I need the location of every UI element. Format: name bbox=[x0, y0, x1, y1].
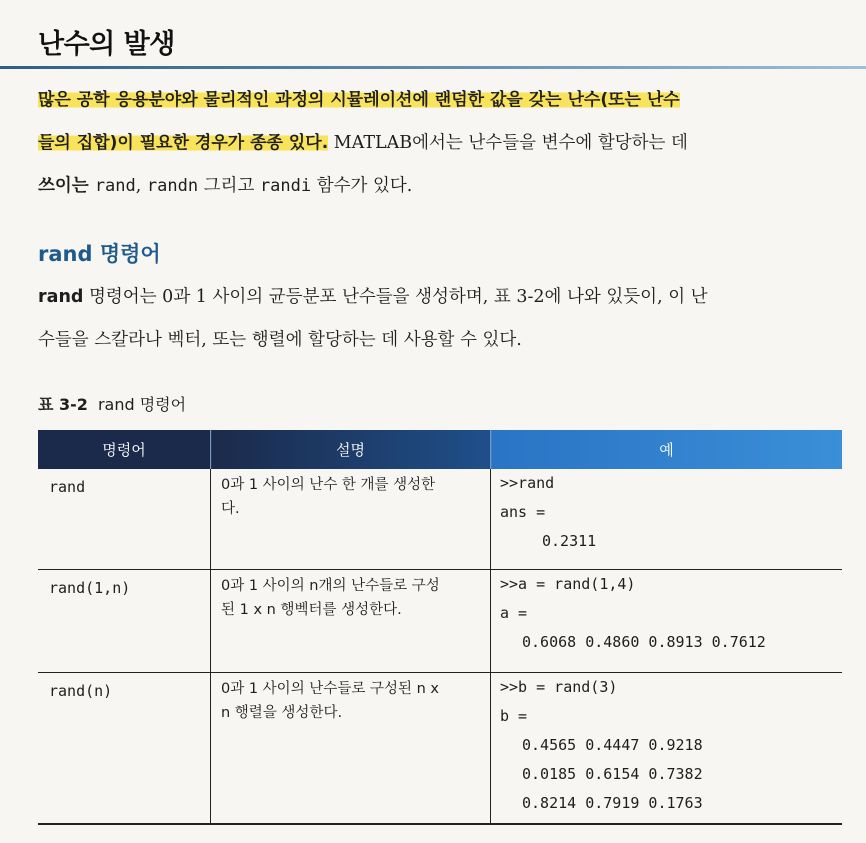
command-cell: rand bbox=[49, 478, 86, 496]
command-cell: rand(n) bbox=[49, 682, 113, 700]
table-row bbox=[38, 673, 842, 825]
table-caption bbox=[38, 392, 186, 415]
intro-line-2-rest: MATLAB에서는 난수들을 변수에 할당하는 데 bbox=[328, 133, 688, 153]
example-cell: >>a = rand(1,4) a = 0.6068 0.4860 0.8913 0.7612 bbox=[500, 575, 766, 651]
description-cell: 0과 1 사이의 난수 한 개를 생성한 다. bbox=[221, 477, 436, 517]
table-title: rand 명령어 bbox=[97, 395, 187, 414]
fn-randi: randi bbox=[259, 176, 312, 196]
example-cell: >>rand ans = 0.2311 bbox=[500, 474, 597, 550]
fn-randn: randn bbox=[146, 176, 199, 196]
rand-line-2: 수들을 스칼라나 벡터, 또는 행렬에 할당하는 데 사용할 수 있다. bbox=[38, 330, 522, 350]
table-row bbox=[38, 469, 842, 570]
intro-paragraph bbox=[38, 79, 844, 208]
example-cell: >>b = rand(3) b = 0.4565 0.4447 0.9218 0.0185 0.6154 0.7382 0.8214 0.7919 0.1763 bbox=[500, 678, 703, 812]
section-title: 난수의 발생 bbox=[38, 29, 175, 60]
description-cell: 0과 1 사이의 n개의 난수들로 구성 된 1 x n 행벡터를 생성한다. bbox=[221, 578, 440, 618]
highlight-text-1: 많은 공학 응용분야와 물리적인 과정의 시뮬레이션에 랜덤한 값을 갖는 난수(또는 난수 bbox=[38, 90, 680, 110]
rand-paragraph bbox=[38, 276, 844, 362]
table-header-row bbox=[38, 430, 842, 469]
highlight-text-2: 들의 집합)이 필요한 경우가 종종 있다. bbox=[38, 133, 329, 153]
intro-line-3: 쓰이는 rand, randn 그리고 randi 함수가 있다. bbox=[38, 176, 413, 196]
header-example: 예 bbox=[491, 430, 843, 469]
fn-rand: rand bbox=[94, 176, 136, 196]
header-command: 명령어 bbox=[38, 430, 211, 469]
intro-line-2 bbox=[38, 122, 844, 165]
rand-line-1: rand 명령어는 0과 1 사이의 균등분포 난수들을 생성하며, 표 3-2에 나와 있듯이, 이 난 bbox=[38, 287, 708, 307]
header-description: 설명 bbox=[211, 430, 491, 469]
rand-command-table bbox=[38, 430, 842, 825]
rand-section-title: rand 명령어 bbox=[38, 242, 161, 266]
title-underline bbox=[0, 66, 866, 69]
description-cell: 0과 1 사이의 난수들로 구성된 n x n 행렬을 생성한다. bbox=[221, 681, 439, 721]
rand-keyword: rand bbox=[38, 287, 84, 307]
command-cell: rand(1,n) bbox=[49, 579, 131, 597]
table-number: 표 3-2 bbox=[38, 395, 88, 414]
table-row bbox=[38, 570, 842, 673]
intro-line-1 bbox=[38, 79, 844, 122]
